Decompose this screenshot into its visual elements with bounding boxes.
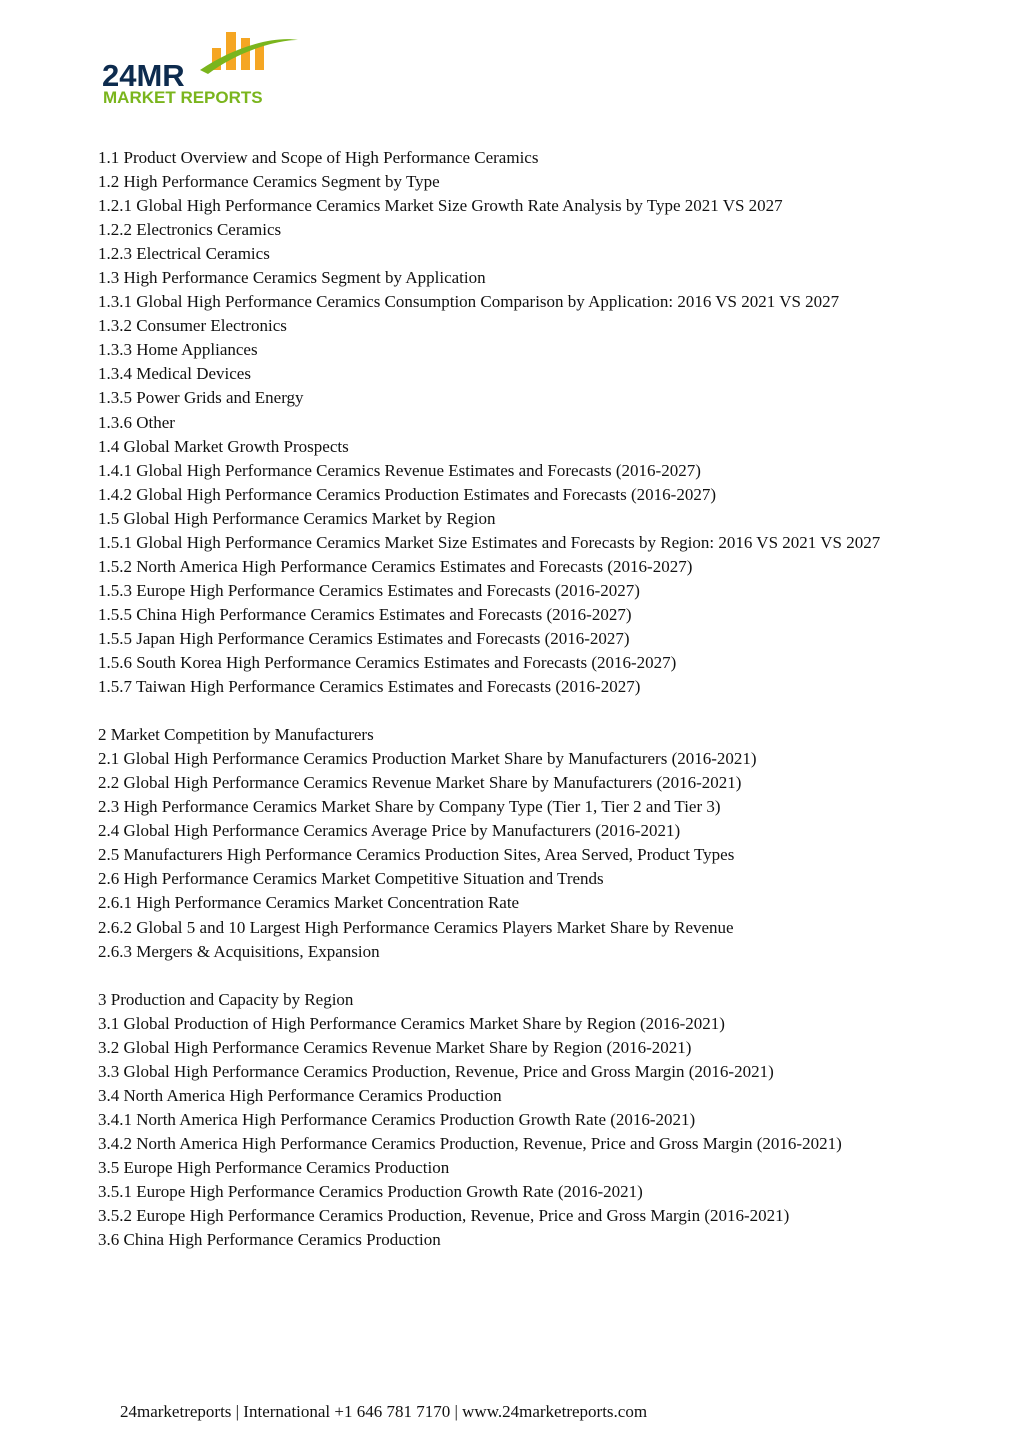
- toc-entry: 3.5.2 Europe High Performance Ceramics Production, Revenue, Price and Gross Margin (2016-2021): [98, 1206, 790, 1226]
- toc-entry: 2.6.2 Global 5 and 10 Largest High Performance Ceramics Players Market Share by Revenue: [98, 917, 734, 937]
- toc-entry: 1.3.3 Home Appliances: [98, 340, 258, 360]
- toc-entry: 1.4 Global Market Growth Prospects: [98, 436, 349, 456]
- toc-entry: 2.6.3 Mergers & Acquisitions, Expansion: [98, 941, 380, 961]
- logo-wordmark-market-reports: MARKET REPORTS: [103, 88, 263, 107]
- toc-entry: 1.3.5 Power Grids and Energy: [98, 388, 304, 408]
- section-spacer: [98, 699, 926, 723]
- toc-entry: 1.4.2 Global High Performance Ceramics Production Estimates and Forecasts (2016-2027): [98, 484, 717, 504]
- toc-entry: 1.5 Global High Performance Ceramics Market by Region: [98, 508, 496, 528]
- toc-entry: 1.5.3 Europe High Performance Ceramics Estimates and Forecasts (2016-2027): [98, 580, 640, 600]
- toc-entry: 1.1 Product Overview and Scope of High Performance Ceramics: [98, 148, 539, 167]
- toc-entry: 1.3.6 Other: [98, 412, 175, 432]
- toc-entry: 1.2.2 Electronics Ceramics: [98, 220, 282, 240]
- toc-entry: 2.6.1 High Performance Ceramics Market Concentration Rate: [98, 893, 520, 913]
- toc-section-heading: 2 Market Competition by Manufacturers: [98, 725, 374, 745]
- toc-entry: 3.3 Global High Performance Ceramics Production, Revenue, Price and Gross Margin (2016-2021): [98, 1061, 774, 1081]
- toc-entry: 1.2.1 Global High Performance Ceramics Market Size Growth Rate Analysis by Type 2021 VS 2027: [98, 196, 783, 216]
- toc-entry: 1.2 High Performance Ceramics Segment by Type: [98, 172, 440, 192]
- toc-entry: 1.4.1 Global High Performance Ceramics Revenue Estimates and Forecasts (2016-2027): [98, 460, 701, 480]
- toc-entry: 2.6 High Performance Ceramics Market Competitive Situation and Trends: [98, 869, 604, 889]
- toc-entry: 1.5.1 Global High Performance Ceramics Market Size Estimates and Forecasts by Region: 2016 VS 2021 VS 2027: [98, 532, 881, 552]
- toc-entry: 2.4 Global High Performance Ceramics Average Price by Manufacturers (2016-2021): [98, 821, 681, 841]
- toc-entry: 1.5.5 China High Performance Ceramics Estimates and Forecasts (2016-2027): [98, 604, 632, 624]
- toc-entry: 3.6 China High Performance Ceramics Production: [98, 1230, 441, 1250]
- toc-entry: 1.3 High Performance Ceramics Segment by Application: [98, 268, 486, 288]
- toc-entry: 2.2 Global High Performance Ceramics Revenue Market Share by Manufacturers (2016-2021): [98, 773, 742, 793]
- section-spacer: [98, 964, 926, 988]
- toc-entry: 3.5 Europe High Performance Ceramics Production: [98, 1157, 450, 1177]
- toc-entry: 1.2.3 Electrical Ceramics: [98, 244, 270, 264]
- toc-entry: 1.3.1 Global High Performance Ceramics Consumption Comparison by Application: 2016 VS 2021 VS 2027: [98, 292, 840, 312]
- toc-section-heading: 3 Production and Capacity by Region: [98, 989, 354, 1009]
- toc-entry: 1.5.2 North America High Performance Ceramics Estimates and Forecasts (2016-2027): [98, 556, 693, 576]
- logo-wordmark-24mr: 24MR: [102, 58, 185, 93]
- toc-entry: 3.4 North America High Performance Ceramics Production: [98, 1085, 502, 1105]
- toc-entry: 1.5.5 Japan High Performance Ceramics Estimates and Forecasts (2016-2027): [98, 628, 630, 648]
- toc-entry: 3.4.1 North America High Performance Ceramics Production Growth Rate (2016-2021): [98, 1109, 696, 1129]
- toc-entry: 3.5.1 Europe High Performance Ceramics Production Growth Rate (2016-2021): [98, 1182, 643, 1202]
- toc-entry: 2.1 Global High Performance Ceramics Production Market Share by Manufacturers (2016-2021): [98, 749, 757, 769]
- logo-24mr-market-reports: [100, 26, 310, 110]
- toc-entry: 3.1 Global Production of High Performance Ceramics Market Share by Region (2016-2021): [98, 1013, 725, 1033]
- table-of-contents: [98, 146, 926, 1252]
- toc-entry: 3.2 Global High Performance Ceramics Revenue Market Share by Region (2016-2021): [98, 1037, 692, 1057]
- toc-entry: 2.5 Manufacturers High Performance Ceramics Production Sites, Area Served, Product Types: [98, 845, 735, 865]
- page-footer: 24marketreports | International +1 646 781 7170 | www.24marketreports.com: [120, 1402, 648, 1421]
- toc-entry: 1.3.4 Medical Devices: [98, 364, 251, 384]
- toc-entry: 1.5.6 South Korea High Performance Ceramics Estimates and Forecasts (2016-2027): [98, 652, 677, 672]
- toc-entry: 2.3 High Performance Ceramics Market Share by Company Type (Tier 1, Tier 2 and Tier 3): [98, 797, 721, 817]
- toc-entry: 1.5.7 Taiwan High Performance Ceramics Estimates and Forecasts (2016-2027): [98, 677, 641, 697]
- toc-entry: 3.4.2 North America High Performance Ceramics Production, Revenue, Price and Gross Margin (2016-2021): [98, 1133, 842, 1153]
- toc-entry: 1.3.2 Consumer Electronics: [98, 316, 287, 336]
